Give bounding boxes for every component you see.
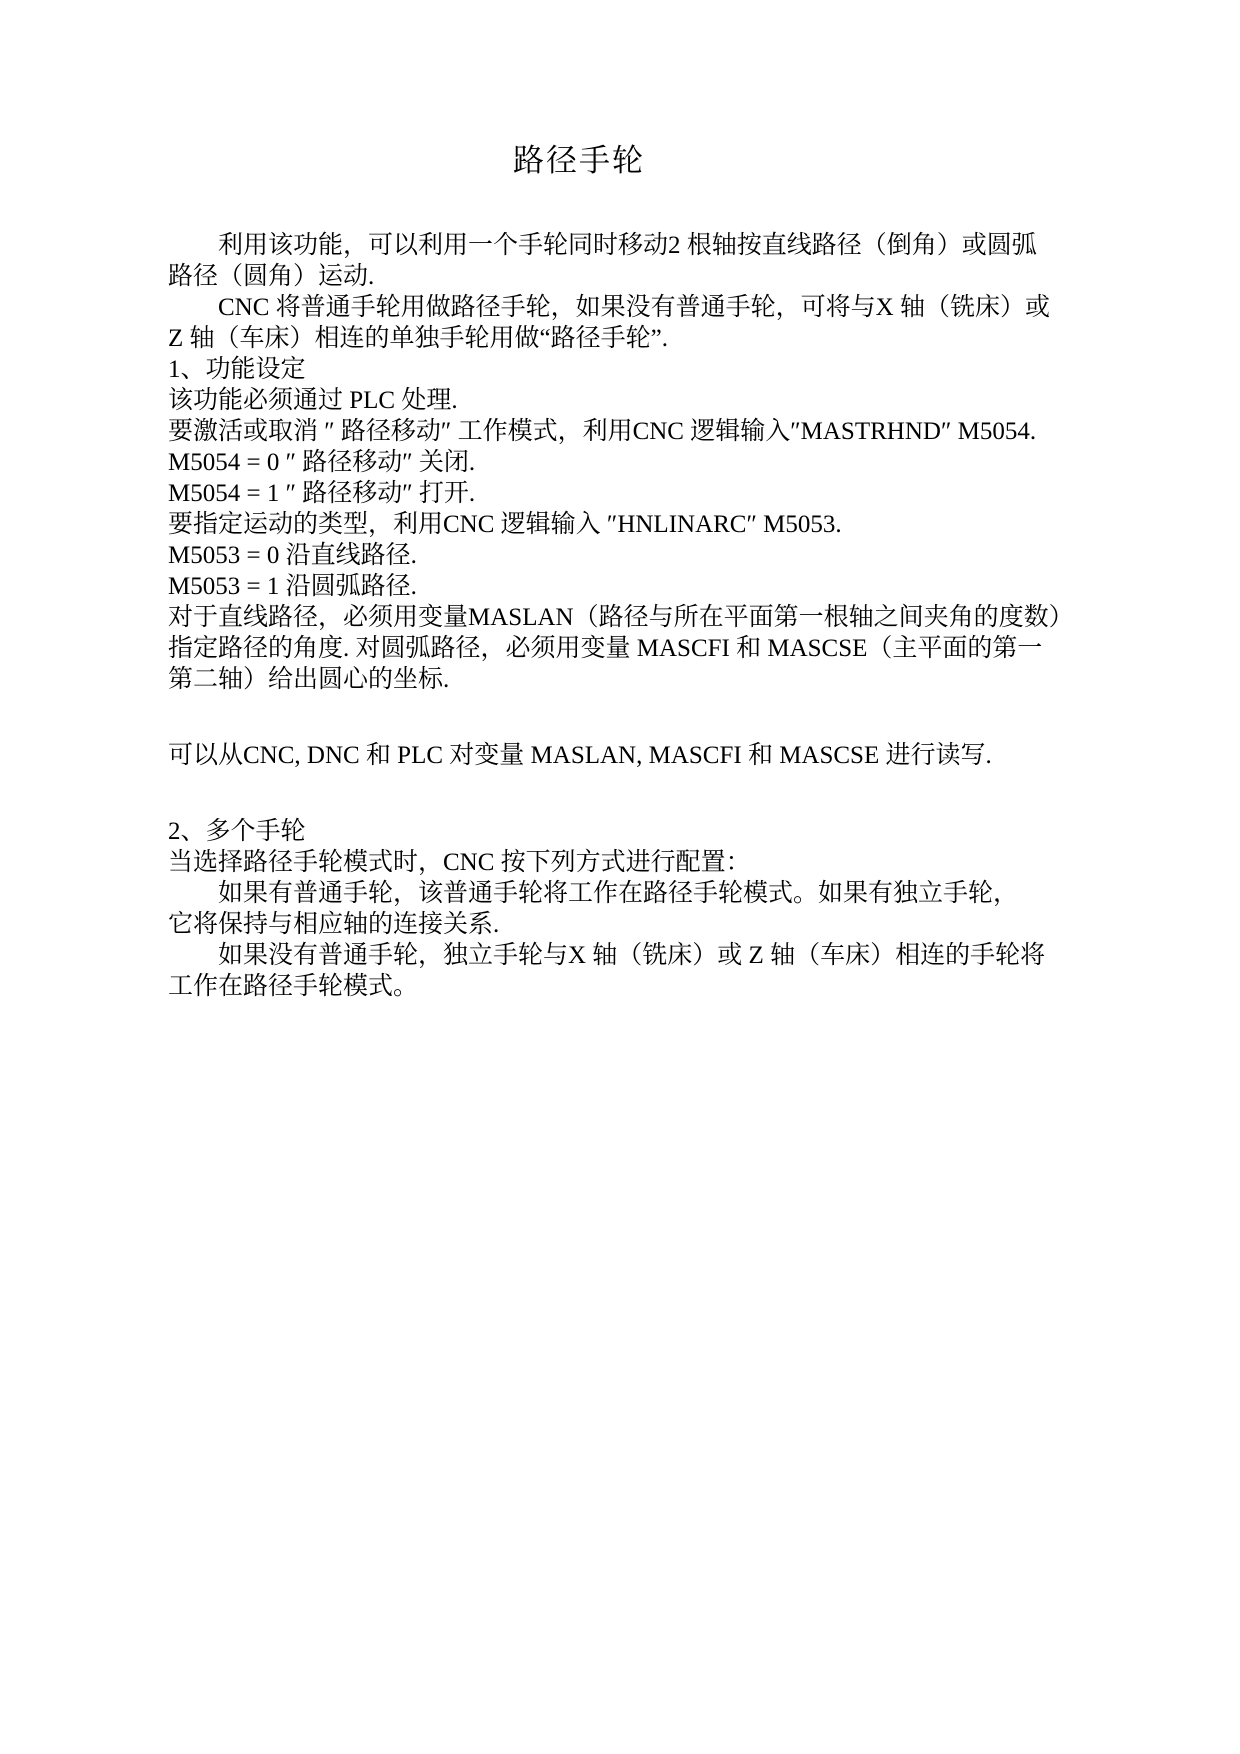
- text-line: 可以从CNC, DNC 和 PLC 对变量 MASLAN, MASCFI 和 MASCSE 进行读写.: [168, 742, 992, 769]
- blank-line: [168, 695, 990, 740]
- text-line: 2、多个手轮: [168, 818, 306, 845]
- text-line: M5054 = 0 ″ 路径移动″ 关闭.: [168, 449, 476, 476]
- text-line: 如果有普通手轮，该普通手轮将工作在路径手轮模式。如果有独立手轮，: [218, 880, 1019, 907]
- text-line: M5053 = 0 沿直线路径.: [168, 542, 417, 569]
- text-line: 该功能必须通过 PLC 处理.: [168, 387, 458, 414]
- page-title: 路径手轮: [513, 143, 645, 178]
- text-line: 要激活或取消 ″ 路径移动″ 工作模式，利用CNC 逻辑输入″MASTRHND″ M5054.: [168, 418, 1037, 445]
- text-line: 第二轴）给出圆心的坐标.: [168, 666, 450, 693]
- document-body: [168, 230, 1074, 1002]
- text-line: 当选择路径手轮模式时，CNC 按下列方式进行配置：: [168, 849, 751, 876]
- blank-line: [168, 771, 990, 816]
- text-line: Z 轴（车床）相连的单独手轮用做“路径手轮”.: [168, 325, 668, 352]
- document-content: [168, 142, 1074, 1002]
- text-line: 路径（圆角）运动.: [168, 263, 375, 290]
- text-line: M5054 = 1 ″ 路径移动″ 打开.: [168, 480, 476, 507]
- text-line: 如果没有普通手轮，独立手轮与X 轴（铣床）或 Z 轴（车床）相连的手轮将: [218, 942, 1046, 969]
- text-line: 它将保持与相应轴的连接关系.: [168, 911, 500, 938]
- text-line: M5053 = 1 沿圆弧路径.: [168, 573, 417, 600]
- text-line: 工作在路径手轮模式。: [168, 973, 419, 1000]
- text-line: 1、功能设定: [168, 356, 306, 383]
- text-line: 指定路径的角度. 对圆弧路径，必须用变量 MASCFI 和 MASCSE（主平面的第一: [168, 635, 1043, 662]
- text-line: 要指定运动的类型，利用CNC 逻辑输入 ″HNLINARC″ M5053.: [168, 511, 842, 538]
- text-line: 利用该功能，可以利用一个手轮同时移动2 根轴按直线路径（倒角）或圆弧: [218, 232, 1037, 259]
- text-line: CNC 将普通手轮用做路径手轮，如果没有普通手轮，可将与X 轴（铣床）或: [218, 294, 1050, 321]
- text-line: 对于直线路径，必须用变量MASLAN（路径与所在平面第一根轴之间夹角的度数）: [168, 604, 1074, 631]
